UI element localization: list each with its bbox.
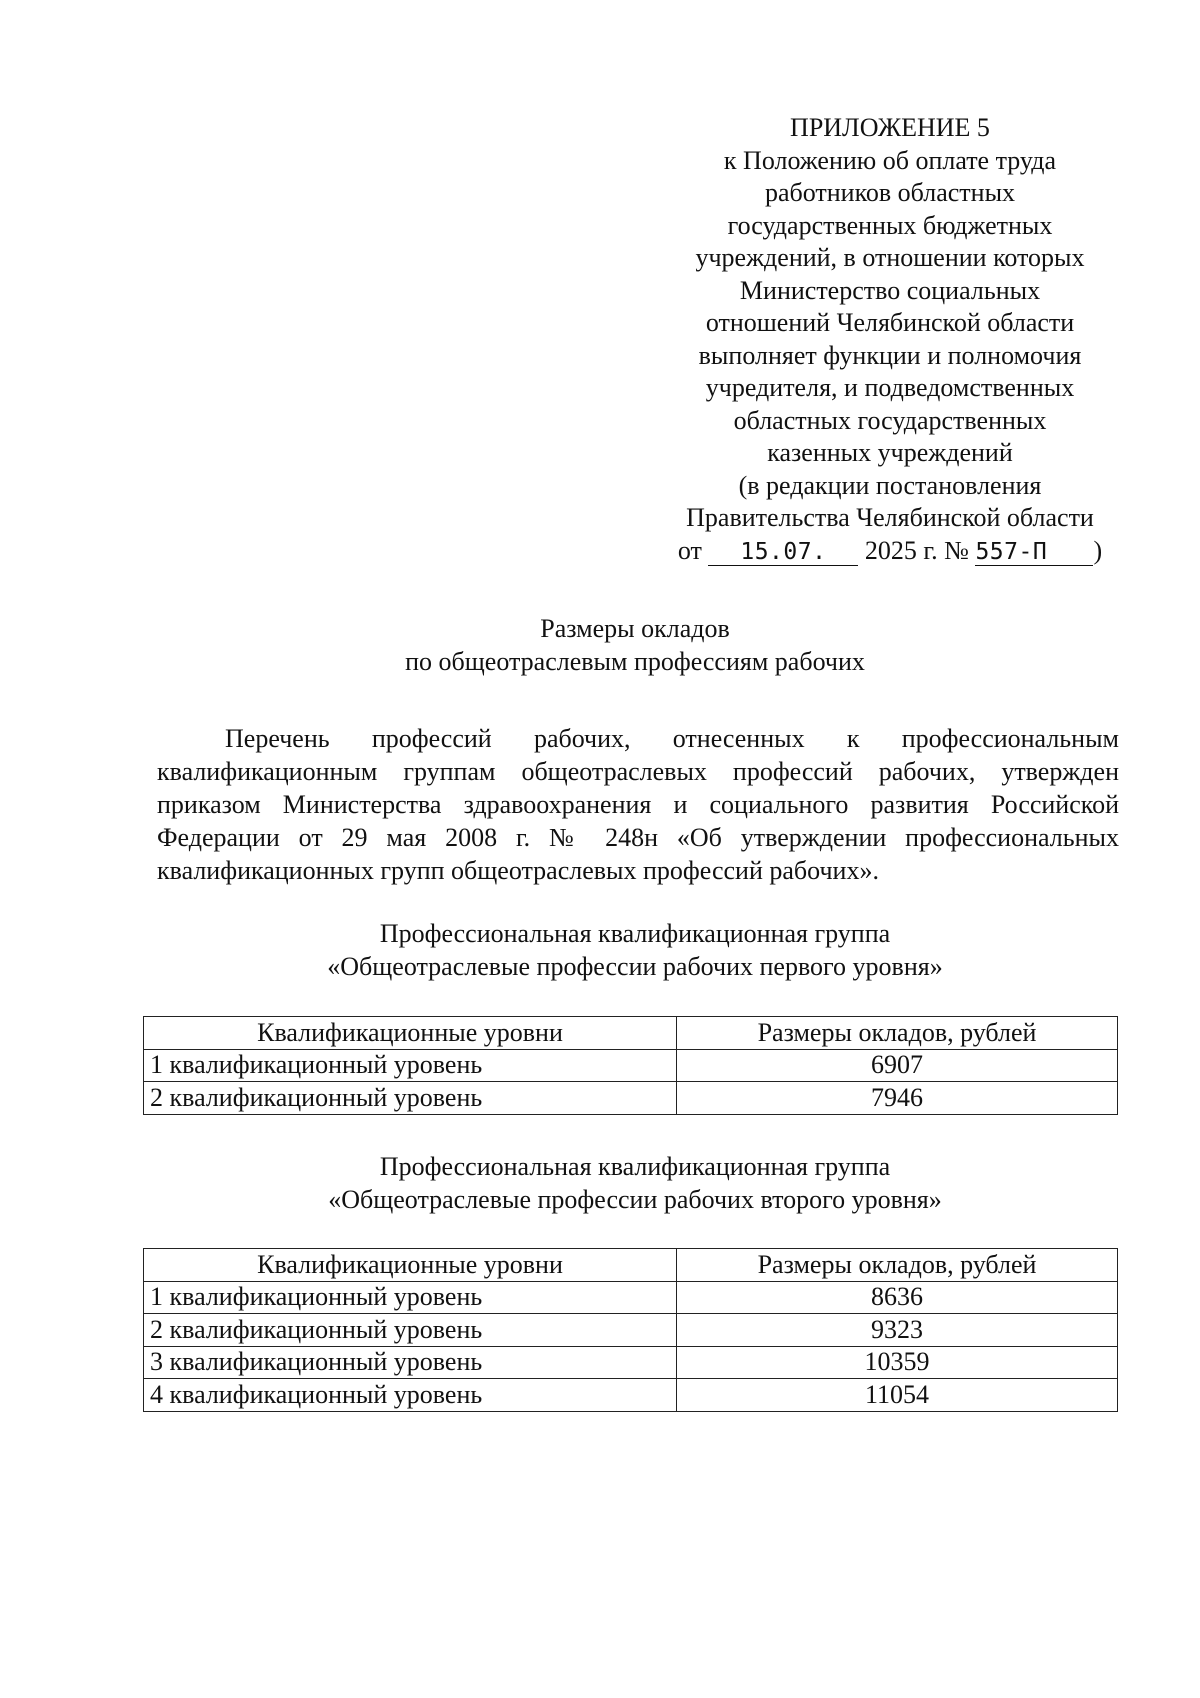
intro-paragraph: Перечень профессий рабочих, отнесенных к профессиональным квалификационным группам общеотраслевых профессий рабочих, утвержден приказом Министерства здравоохранения и социального развития Российской Федерации от 29 мая 2008 г. № 248н «Об утверждении профессиональных квалификационных групп общеотраслевых профессий рабочих». — [157, 724, 1119, 885]
level-cell: 1 квалификационный уровень — [144, 1281, 677, 1314]
level-cell: 2 квалификационный уровень — [144, 1082, 677, 1115]
resolution-number-field — [975, 538, 1093, 566]
resolution-date-field — [708, 538, 858, 566]
resolution-date-line — [660, 535, 1120, 568]
level-cell: 3 квалификационный уровень — [144, 1346, 677, 1379]
appendix-line: отношений Челябинской области — [705, 308, 1075, 337]
salary-cell: 7946 — [677, 1082, 1118, 1115]
appendix-title: ПРИЛОЖЕНИЕ 5 — [790, 113, 990, 142]
column-header-salary: Размеры окладов, рублей — [677, 1249, 1118, 1282]
level-cell: 4 квалификационный уровень — [144, 1379, 677, 1412]
appendix-line: работников областных — [764, 178, 1016, 207]
group-1-title — [0, 917, 1200, 983]
appendix-line: государственных бюджетных — [727, 210, 1053, 240]
column-header-levels: Квалификационные уровни — [144, 1017, 677, 1050]
table-row — [144, 1314, 1118, 1347]
document-title-line-2: по общеотраслевым профессиям рабочих — [405, 647, 865, 676]
level-cell: 1 квалификационный уровень — [144, 1049, 677, 1082]
table-row — [144, 1049, 1118, 1082]
resolution-number: 557-П — [975, 538, 1048, 565]
salary-cell: 6907 — [677, 1049, 1118, 1082]
group-2-title-line-2: «Общеотраслевые профессии рабочих второго уровня» — [328, 1185, 942, 1214]
document-title-line-1: Размеры окладов — [540, 614, 730, 643]
appendix-line: областных государственных — [733, 405, 1047, 435]
group-2-title-line-1: Профессиональная квалификационная группа — [379, 1152, 891, 1181]
group-1-salary-table — [143, 1016, 1118, 1115]
appendix-line: Правительства Челябинской области — [686, 503, 1094, 532]
group-1-title-line-2: «Общеотраслевые профессии рабочих первого уровня» — [327, 952, 943, 981]
group-2-salary-table — [143, 1248, 1118, 1412]
appendix-header — [660, 112, 1120, 567]
table-row — [144, 1082, 1118, 1115]
resolution-year: 2025 г. № — [864, 535, 969, 565]
table-row — [144, 1346, 1118, 1379]
salary-cell: 8636 — [677, 1281, 1118, 1314]
level-cell: 2 квалификационный уровень — [144, 1314, 677, 1347]
salary-cell: 10359 — [677, 1346, 1118, 1379]
table-row — [144, 1281, 1118, 1314]
column-header-salary: Размеры окладов, рублей — [677, 1017, 1118, 1050]
appendix-line: к Положению об оплате труда — [723, 145, 1057, 175]
table-row — [144, 1379, 1118, 1412]
appendix-line: выполняет функции и полномочия — [698, 340, 1082, 370]
appendix-line: казенных учреждений — [767, 438, 1013, 467]
table-header-row — [144, 1249, 1118, 1282]
appendix-line: (в редакции постановления — [738, 470, 1042, 500]
salary-cell: 9323 — [677, 1314, 1118, 1347]
appendix-line: учреждений, в отношении которых — [695, 243, 1085, 272]
closing-paren: ) — [1093, 535, 1103, 565]
resolution-date: 15.07. — [740, 538, 827, 565]
salary-cell: 11054 — [677, 1379, 1118, 1412]
appendix-line: учредителя, и подведомственных — [705, 373, 1075, 402]
table-header-row — [144, 1017, 1118, 1050]
column-header-levels: Квалификационные уровни — [144, 1249, 677, 1282]
document-title — [0, 612, 1200, 678]
group-1-title-line-1: Профессиональная квалификационная группа — [379, 919, 891, 948]
appendix-line: Министерство социальных — [739, 275, 1041, 305]
date-prefix: от — [677, 535, 702, 565]
group-2-title — [0, 1150, 1200, 1216]
